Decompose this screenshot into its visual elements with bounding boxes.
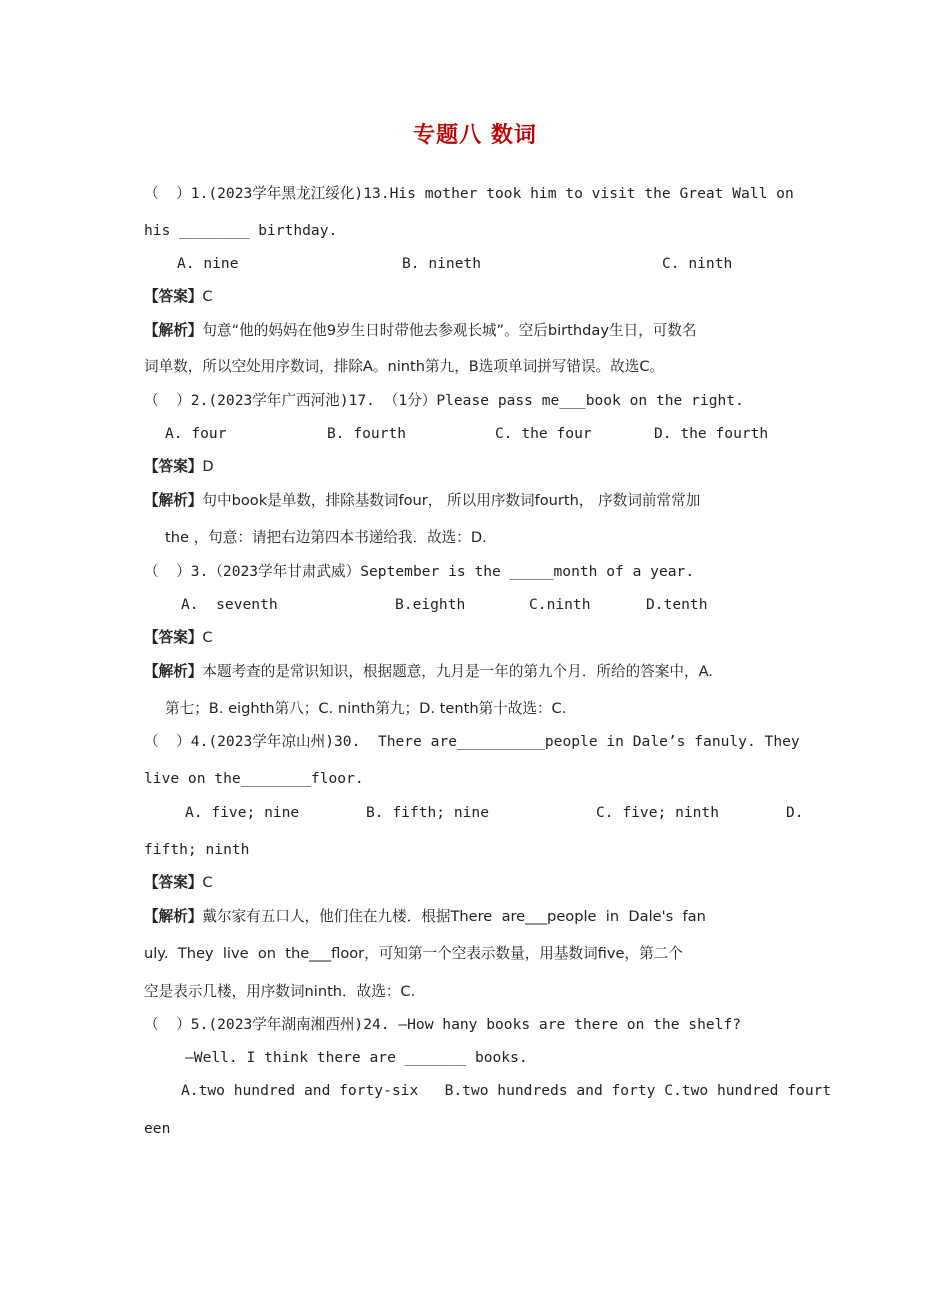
analysis-text: 戴尔家有五口人，他们住在九楼．根据There are___people in Dale's fan [202, 908, 706, 925]
question-2-stem: （ ）2.(2023学年广西河池)17. （1分）Please pass me___book on the right. [144, 392, 744, 409]
question-4-analysis-cont-2: 空是表示几楼，用序数词ninth．故选：C. [144, 983, 416, 1000]
question-3-option-d: D.tenth [646, 596, 708, 613]
question-1-analysis [144, 321, 809, 341]
question-1-stem-cont: his ________ birthday. [144, 222, 338, 239]
question-4-option-b: B. fifth; nine [366, 804, 490, 821]
answer-tag: 【答案】 [144, 629, 203, 646]
answer-value: C [202, 288, 213, 305]
answer-value: C [202, 629, 213, 646]
question-5-options: A.two hundred and forty-six B.two hundreds and forty C.two hundred fourt [181, 1082, 832, 1099]
question-1-option-a: A. nine [177, 255, 239, 272]
question-3-stem: （ ）3.（2023学年甘肃武威）September is the _____month of a year. [144, 563, 695, 580]
question-2-option-d: D. the fourth [654, 425, 769, 442]
question-1-stem: （ ）1.(2023学年黑龙江绥化)13.His mother took him to visit the Great Wall on [144, 185, 794, 202]
answer-value: C [202, 874, 213, 891]
question-3-answer [144, 628, 809, 648]
analysis-text: 本题考查的是常识知识，根据题意，九月是一年的第九个月．所给的答案中，A. [202, 663, 713, 680]
question-2-option-c: C. the four [495, 425, 592, 442]
question-4-answer [144, 873, 809, 893]
question-2-analysis [144, 491, 809, 511]
answer-tag: 【答案】 [144, 874, 203, 891]
question-5-stem: （ ）5.(2023学年湖南湘西州)24. —How hany books are there on the shelf? [144, 1016, 742, 1033]
analysis-text: 句中book是单数，排除基数词four， 所以用序数词fourth， 序数词前常常加 [202, 492, 701, 509]
question-5-options-cont: een [144, 1120, 171, 1137]
question-1-analysis-cont: 词单数，所以空处用序数词，排除A。ninth第九，B选项单词拼写错误。故选C。 [144, 358, 665, 375]
analysis-tag: 【解析】 [144, 322, 203, 339]
question-4-stem: （ ）4.(2023学年凉山州)30. There are__________people in Dale’s fanuly. They [144, 733, 800, 750]
question-4-option-d: D. [786, 804, 804, 821]
question-4-option-c: C. five; ninth [596, 804, 720, 821]
question-2-option-b: B. fourth [327, 425, 407, 442]
analysis-tag: 【解析】 [144, 492, 203, 509]
answer-tag: 【答案】 [144, 458, 203, 475]
question-4-option-d-text: fifth; ninth [144, 841, 250, 858]
question-5-dialog: —Well. I think there are _______ books. [185, 1049, 528, 1066]
question-3-option-b: B.eighth [395, 596, 466, 613]
question-4-stem-cont: live on the________floor. [144, 770, 364, 787]
question-2-option-a: A. four [165, 425, 227, 442]
page-title: 专题八 数词 [413, 123, 537, 148]
question-2-answer [144, 457, 809, 477]
question-2-analysis-cont: the ，句意：请把右边第四本书递给我．故选：D. [165, 529, 487, 546]
question-4-option-a: A. five; nine [185, 804, 300, 821]
question-4-analysis-cont: uly. They live on the___floor，可知第一个空表示数量，用基数词five，第二个 [144, 945, 683, 962]
answer-value: D [202, 458, 214, 475]
question-1-answer [144, 287, 809, 307]
question-3-analysis [144, 662, 809, 682]
question-3-option-c: C.ninth [529, 596, 591, 613]
analysis-tag: 【解析】 [144, 663, 203, 680]
question-1-option-c: C. ninth [662, 255, 733, 272]
analysis-tag: 【解析】 [144, 908, 203, 925]
question-3-analysis-cont: 第七；B. eighth第八；C. ninth第九；D. tenth第十故选：C. [165, 700, 567, 717]
question-4-analysis [144, 907, 809, 927]
answer-tag: 【答案】 [144, 288, 203, 305]
question-1-option-b: B. nineth [402, 255, 482, 272]
analysis-text: 句意“他的妈妈在他9岁生日时带他去参观长城”。空后birthday生日，可数名 [202, 322, 697, 339]
question-3-option-a: A. seventh [181, 596, 278, 613]
